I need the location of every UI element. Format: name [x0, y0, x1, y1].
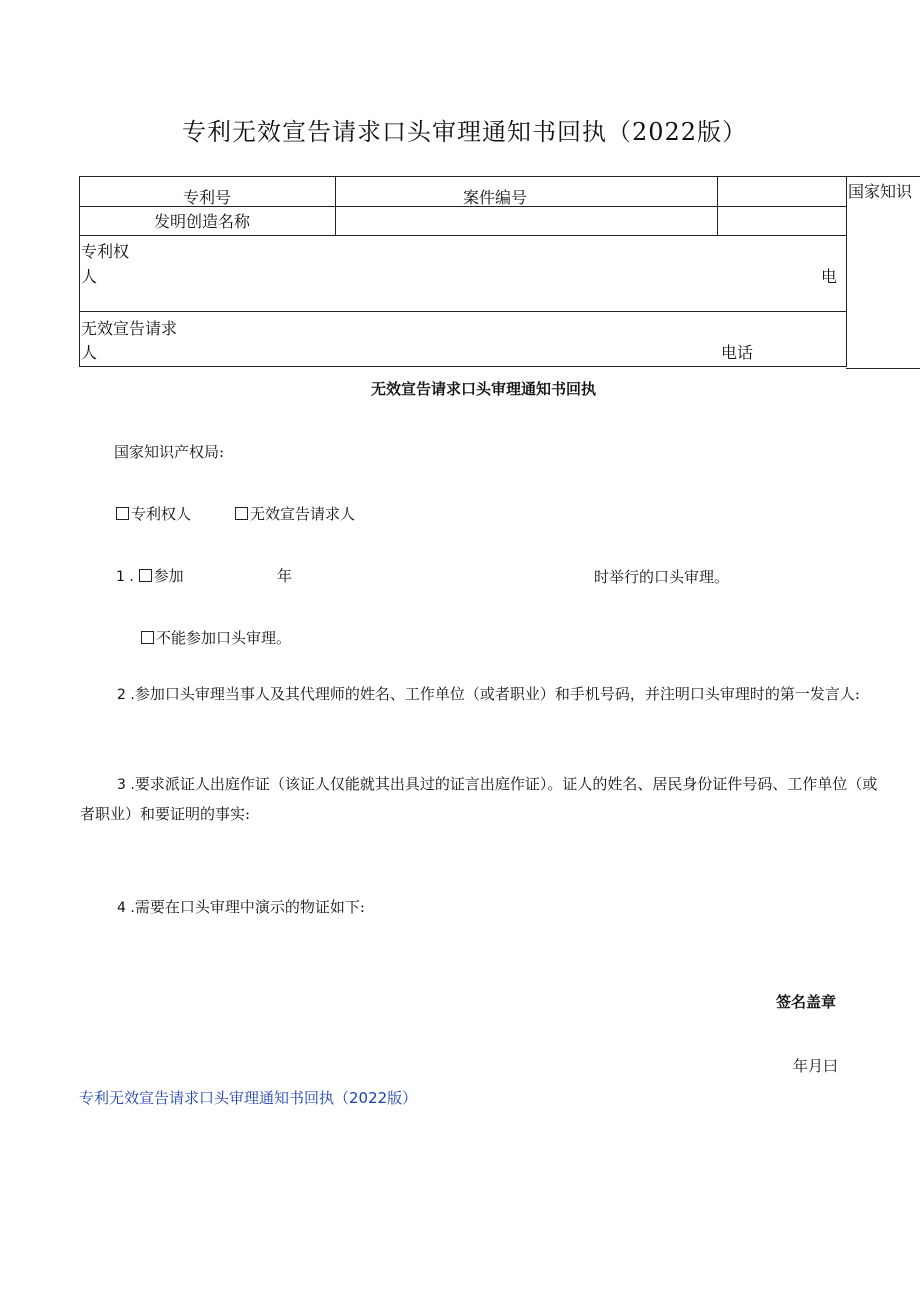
requester-phone-label: 电话: [721, 343, 754, 362]
item2-text: 参加口头审理当事人及其代理师的姓名、工作单位（或者职业）和手机号码，并注明口头审理时的第一发言人:: [134, 685, 860, 703]
side-label: 国家知识: [848, 182, 913, 201]
document-title: 专利无效宣告请求口头审理通知书回执（2022版）: [182, 118, 748, 146]
item1-number: 1: [116, 569, 125, 585]
addressee: 国家知识产权局:: [114, 443, 225, 461]
item1-year: 年: [277, 567, 293, 585]
requester-checkbox[interactable]: [235, 507, 248, 520]
patent-number-label: 专利号: [183, 188, 232, 207]
info-table: [79, 176, 847, 367]
item2-number: 2: [117, 687, 126, 703]
date-label: 年月曰: [793, 1057, 839, 1075]
item3-text-line1: 要求派证人出庭作证（该证人仅能就其出具过的证言出庭作证）。证人的姓名、居民身份证件号码、工作单位（或: [134, 775, 878, 793]
attend-checkbox[interactable]: [139, 569, 152, 582]
item3-text-line2: 者职业）和要证明的事实:: [80, 805, 251, 823]
role-patentee-label: 专利权人: [131, 505, 192, 523]
item1-not-attend-label: 不能参加口头审理。: [156, 629, 292, 647]
item2: 2 .参加口头审理当事人及其代理师的姓名、工作单位（或者职业）和手机号码，并注明口头审理时的第一发言人:: [117, 685, 860, 703]
patentee-label-line2: 人: [81, 267, 98, 286]
not-attend-checkbox[interactable]: [141, 631, 154, 644]
item1-attend: 参加: [153, 567, 184, 585]
item1-tail: 时举行的口头审理。: [594, 568, 730, 586]
invention-name-label: 发明创造名称: [154, 212, 251, 231]
item4-text: 需要在口头审理中演示的物证如下:: [134, 898, 365, 916]
signature-label: 签名盖章: [776, 993, 837, 1011]
item4: 4 .需要在口头审理中演示的物证如下:: [117, 898, 365, 916]
case-number-label: 案件编号: [463, 188, 528, 207]
item4-number: 4: [117, 900, 126, 916]
item1-not-attend[interactable]: [141, 627, 291, 648]
role-requester-label: 无效宣告请求人: [250, 505, 356, 523]
side-box: [846, 176, 920, 369]
patentee-label-line1: 专利权: [81, 242, 130, 261]
invention-name-field[interactable]: [341, 207, 713, 235]
role-requester[interactable]: [235, 503, 355, 524]
patentee-phone-label: 电: [821, 267, 838, 286]
requester-label-line2: 人: [81, 343, 98, 362]
item3-line1: 3 .要求派证人出庭作证（该证人仅能就其出具过的证言出庭作证）。证人的姓名、居民身份证件号码、工作单位（或: [117, 775, 878, 793]
footer-title: 专利无效宣告请求口头审理通知书回执（2022版）: [79, 1089, 418, 1107]
item1: 1 . 参加: [116, 567, 184, 585]
requester-label-line1: 无效宣告请求: [81, 319, 178, 338]
patentee-checkbox[interactable]: [116, 507, 129, 520]
item3-number: 3: [117, 777, 126, 793]
receipt-subtitle: 无效宣告请求口头审理通知书回执: [371, 380, 597, 398]
case-number-field[interactable]: [723, 176, 843, 206]
role-patentee[interactable]: [116, 503, 191, 524]
